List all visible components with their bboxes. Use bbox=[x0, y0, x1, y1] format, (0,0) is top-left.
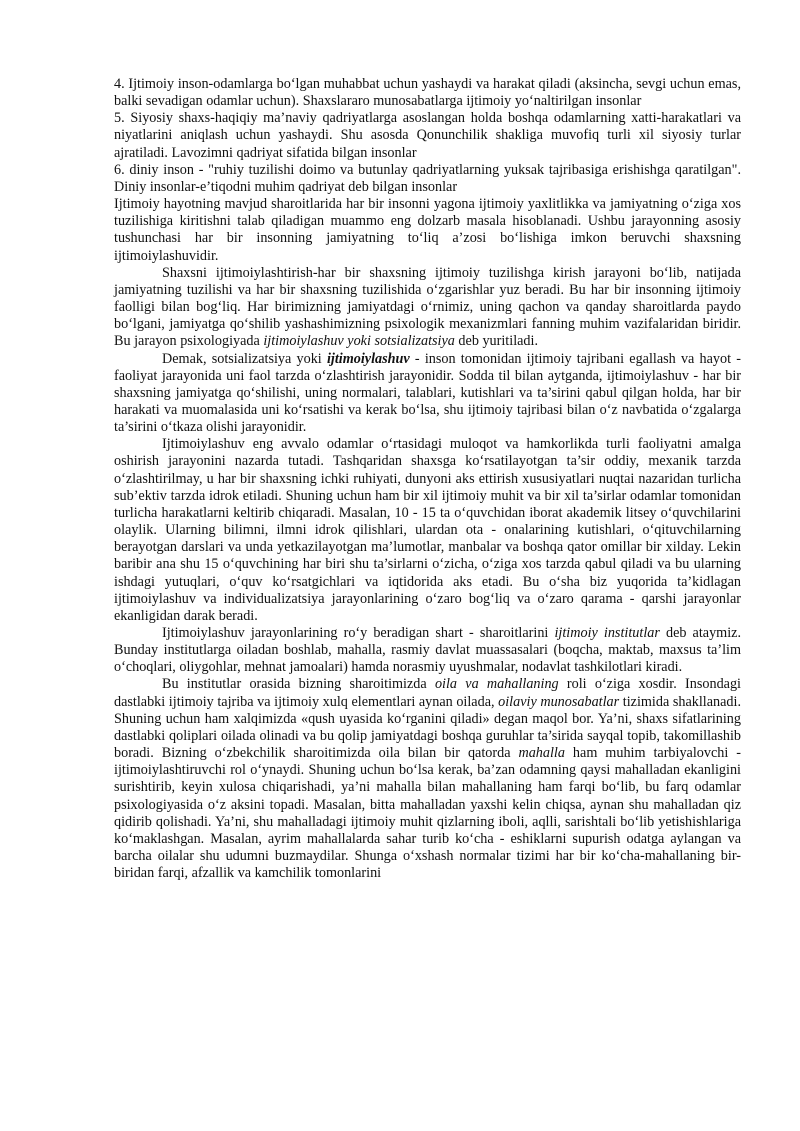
text-run: - inson tomonidan ijtimoiy tajribani egallash va hayot - faoliyat jarayonida uni faol tarzda o‘zlashtirish jarayonidir. Sodda til bilan aytganda, ijtimoiylashuv - har bir shaxsning jamiyatga qo‘shilishi, uning normalari, talablari, kutishlari va ta’sirini qabul qilgan holda, har bir harakati va muomalasida uni ko‘rsatishi va kerak bo‘lsa, shu ijtimoiy tajribasi bilan o‘z navbatida o‘zgalarga ta’sirini o‘tkaza olishi jarayonidir. bbox=[114, 350, 741, 436]
text-run: Bu institutlar orasida bizning sharoitimizda bbox=[162, 676, 435, 693]
text-run: 5. Siyosiy shaxs-haqiqiy ma’naviy qadriyatlarga asoslangan holda boshqa odamlarning xatti-harakatlari va niyatlarini aniqlash uchun yashaydi. Shu asosda Qonunchilik shakliga muvofiq turli xil siyosiy turlar ajratiladi. Lavozimni qadriyat sifatida bilgan insonlar bbox=[114, 110, 741, 161]
text-run: ham muhim tarbiyalovchi - ijtimoiylashtiruvchi rol o‘ynaydi. Shuning uchun bo‘lsa kerak, ba’zan odamning qaysi mahalladan ekanligini surishtirib, keyin xulosa chiqarishadi, ya’ni mahalla bilan mahallaning ham farqi bo‘lib, bu farq odamlar psixologiyasida o‘z aksini topadi. Masalan, bitta mahalladan yaxshi kelin chiqsa, aynan shu mahalladan qiz qidirib qolishadi. Ya’ni, shu mahalladagi ijtimoiy muhit qizlarning iboli, aqlli, sarishtali bo‘lib yetishishlariga ko‘maklashgan. Masalan, ayrim mahallalarda sahar turib ko‘cha - eshiklarni supurish odatga aylangan va barcha oilalar shu udumni buzmaydilar. Shunga o‘xshash normalar tizimi har bir ko‘cha-mahallaning bir-biridan farqi, afzallik va kamchilik tomonlarini bbox=[114, 745, 741, 882]
italic-term: oilaviy munosabatlar bbox=[498, 693, 620, 710]
text-run: 6. diniy inson - "ruhiy tuzilishi doimo va butunlay qadriyatlarning yuksak tajribasiga erishishga qaratilgan". Diniy insonlar-e’tiqodni muhim qadriyat deb bilgan insonlar bbox=[114, 161, 741, 195]
text-run: deb yuritiladi. bbox=[454, 333, 539, 350]
paragraph-6 bbox=[114, 351, 741, 437]
paragraph-3 bbox=[114, 162, 741, 196]
paragraph-2 bbox=[114, 110, 741, 161]
text-run: Ijtimoiylashuv eng avvalo odamlar o‘rtasidagi muloqot va hamkorlikda turli faoliyatni amalga oshirish jarayonini nazarda tutadi. Tashqaridan shaxsga ko‘rsatilayotgan ta’sir oddiy, mexanik tarzda o‘zlashtirilmay, u har bir shaxsning ichki ruhiyati, dunyoni aks ettirish xususiyatlari nuqtai nazaridan turlicha sub’ektiv tarzda idrok etiladi. Shuning uchun ham bir xil ijtimoiy muhit va bir xil ta’sirlar odamlar tomonidan turlicha harakatlarni keltirib chiqaradi. Masalan, 10 - 15 ta o‘quvchidan iborat akademik litsey o‘quvchilarini olaylik. Ularning bilimni, ilmni idrok qilishlari, ulardan ota - onalarining kutishlari, o‘qituvchilarning berayotgan darslari va unda yetkazilayotgan ma’lumotlar, manbalar va boshqa qator omillar bir xilday. Lekin baribir ana shu 15 o‘quvchining har biri shu ta’sirlarni o‘zicha, o‘ziga xos tarzda qabul qiladi va bu ularning ishdagi yutuqlari, o‘quv ko‘rsatgichlari va iqtidorida aks etadi. Bu o‘sha biz yuqorida ta’kidlagan ijtimoiylashuv va individualizatsiya jarayonlarining o‘zaro bog‘liq va o‘zaro qarama - qarshi jarayonlar ekanligidan darak beradi. bbox=[114, 436, 741, 624]
paragraph-7 bbox=[114, 436, 741, 625]
italic-term: mahalla bbox=[518, 745, 565, 762]
paragraph-8 bbox=[114, 625, 741, 676]
text-run: Shaxsni ijtimoiylashtirish-har bir shaxsning ijtimoiy tuzilishga kirish jarayoni bo‘lib, natijada jamiyatning tuzilishi va har bir shaxsning tuzilishida o‘zgarishlar yuz beradi. Bu har bir insonning ijtimoiy faolligi bilan bog‘liq. Har birimizning jamiyatdagi o‘rnimiz, uning qachon va qanday sharoitlarda paydo bo‘lgani, jamiyatga qo‘shilib yashashimizning psixologik mexanizmlari fanning muhim vazifalaridan biridir. Bu jarayon psixologiyada bbox=[114, 264, 741, 350]
document-page bbox=[114, 76, 741, 882]
text-run: tizimida shakllanadi. Shuning uchun ham xalqimizda «qush uyasida ko‘rganini qiladi» degan maqol bor. Ya’ni, shaxs sifatlarining dastlabki qoliplari oilada olinadi va bu qolip jamiyatdagi boshqa guruhlar ta’sirida sayqal topib, takomillashib boradi. Bizning o‘zbekchilik sharoitimizda oila bilan bir qatorda bbox=[114, 693, 741, 762]
italic-term: ijtimoiy institutlar bbox=[554, 625, 660, 641]
italic-term: oila va mahallaning bbox=[434, 676, 559, 693]
text-run: Ijtimoiylashuv jarayonlarining ro‘y beradigan shart - sharoitlarini bbox=[162, 625, 555, 641]
text-run: Ijtimoiy hayotning mavjud sharoitlarida har bir insonni yagona ijtimoiy yaxlitlikka va jamiyatning o‘ziga xos tuzilishiga kiritishni talab qiladigan muammo eng dolzarb masala hisoblanadi. Ushbu jarayonning asosiy tushunchasi har bir insonning jamiyatning to‘liq a’zosi bo‘lishiga imkon beruvchi shaxsning ijtimoiylashuvidir. bbox=[114, 196, 741, 264]
text-run: Demak, sotsializatsiya yoki bbox=[162, 350, 327, 367]
paragraph-4 bbox=[114, 196, 741, 265]
paragraph-9 bbox=[114, 676, 741, 882]
text-run: 4. Ijtimoiy inson-odamlarga bo‘lgan muhabbat uchun yashaydi va harakat qiladi (aksincha, sevgi uchun emas, balki sevadigan odamlar uchun). Shaxslararo munosabatlarga ijtimoiy yo‘naltirilgan insonlar bbox=[114, 76, 741, 110]
paragraph-1 bbox=[114, 76, 741, 110]
bold-italic-term: ijtimoiylashuv bbox=[326, 350, 410, 367]
paragraph-5 bbox=[114, 265, 741, 351]
italic-term: ijtimoiylashuv yoki sotsializatsiya bbox=[263, 333, 455, 350]
text-run: deb ataymiz. Bunday institutlarga oiladan boshlab, mahalla, rasmiy davlat muassasalari (boqcha, maktab, maxsus ta’lim o‘choqlari, oliygohlar, mehnat jamoalari) hamda norasmiy uyushmalar, nodavlat tashkilotlari kiradi. bbox=[114, 625, 742, 676]
text-run: roli o‘ziga xosdir. Insondagi dastlabki ijtimoiy tajriba va ijtimoiy xulq elementlari aynan oilada, bbox=[114, 676, 741, 710]
